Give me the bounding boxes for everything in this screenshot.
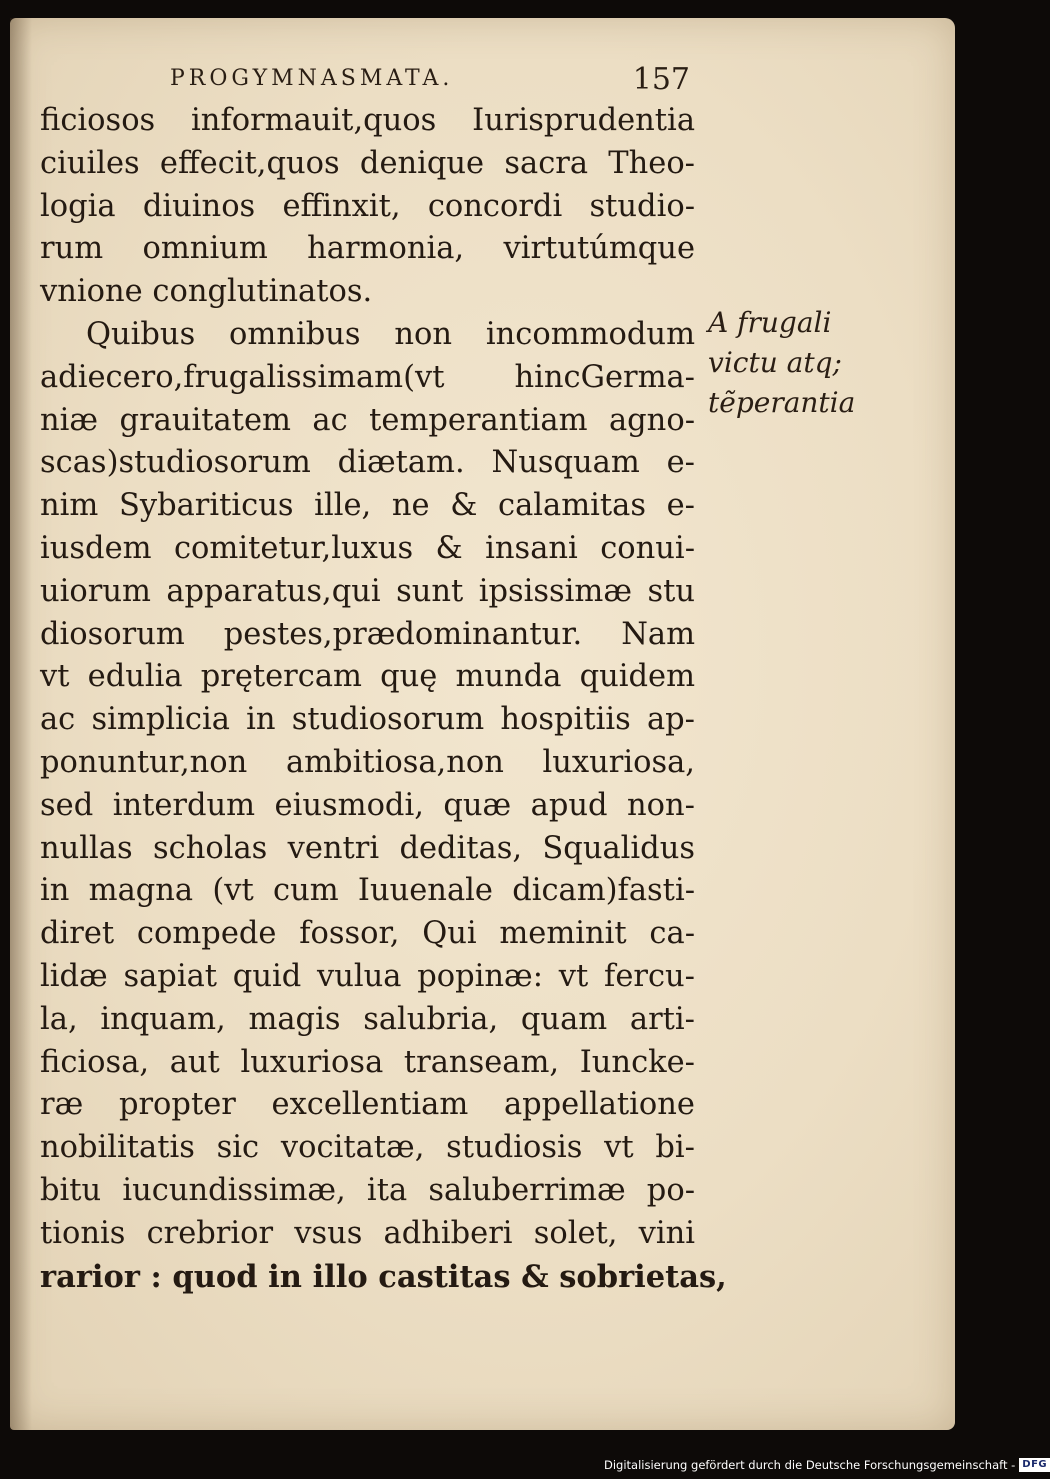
text-line: rarior : quod in illo castitas & sobrietas, [40, 1258, 727, 1295]
margin-note-line: victu atq; [708, 346, 842, 379]
text-line: uiorum apparatus,qui sunt ipsissimæ stu [40, 573, 695, 609]
body-text [40, 100, 727, 1298]
text-line: diosorum pestes,prædominantur. Nam [40, 616, 695, 652]
running-head-title: PROGYMNASMATA. [170, 66, 454, 91]
page-gutter-shadow [10, 18, 32, 1430]
text-line: nim Sybariticus ille, ne & calamitas e- [40, 488, 695, 524]
text-line: la, inquam, magis salubria, quam arti- [40, 1001, 695, 1037]
text-line: ficiosos informauit,quos Iurisprudentia [40, 103, 695, 138]
margin-note-line: tẽperantia [708, 386, 856, 419]
margin-note-line: A frugali [708, 306, 832, 339]
text-line: nullas scholas ventri deditas, Squalidus [40, 830, 695, 866]
text-line: logia diuinos effinxit, concordi studio- [40, 188, 695, 224]
text-line: ciuiles effecit,quos denique sacra Theo- [40, 145, 695, 181]
text-line: bitu iucundissimæ, ita saluberrimæ po- [40, 1172, 695, 1208]
text-line: Quibus omnibus non incommodum [86, 316, 695, 352]
text-line: adiecero,frugalissimam(vt hincGerma- [40, 359, 695, 395]
credit-text: Digitalisierung gefördert durch die Deutsche Forschungsgemeinschaft - [604, 1458, 1016, 1472]
text-line: ponuntur,non ambitiosa,non luxuriosa, [40, 744, 695, 780]
margin-note [708, 303, 883, 423]
text-line: tionis crebrior vsus adhiberi solet, vini [40, 1215, 695, 1251]
digitization-credit [604, 1455, 1050, 1475]
text-line: ac simplicia in studiosorum hospitiis ap- [40, 702, 695, 738]
text-line: sed interdum eiusmodi, quæ apud non- [40, 787, 695, 823]
text-line: vt edulia prętercam quę munda quidem [40, 659, 695, 695]
text-line: in magna (vt cum Iuuenale dicam)fasti- [40, 873, 695, 909]
running-head [40, 62, 690, 102]
page-number: 157 [632, 62, 690, 97]
text-line: iusdem comitetur,luxus & insani conui- [40, 530, 695, 566]
text-line: lidæ sapiat quid vulua popinæ: vt fercu- [40, 958, 695, 994]
text-line: vnione conglutinatos. [40, 274, 373, 310]
text-line: ficiosa, aut luxuriosa transeam, Iuncke- [40, 1044, 695, 1080]
text-line: rum omnium harmonia, virtutúmque [40, 231, 695, 267]
dfg-logo: DFG [1019, 1458, 1050, 1472]
text-line: ræ propter excellentiam appellatione [40, 1087, 695, 1123]
text-line: scas)studiosorum diætam. Nusquam e- [40, 445, 695, 481]
text-line: nobilitatis sic vocitatæ, studiosis vt bi- [40, 1130, 695, 1166]
text-line: diret compede fossor, Qui meminit ca- [40, 916, 695, 952]
text-line: niæ grauitatem ac temperantiam agno- [40, 402, 695, 438]
